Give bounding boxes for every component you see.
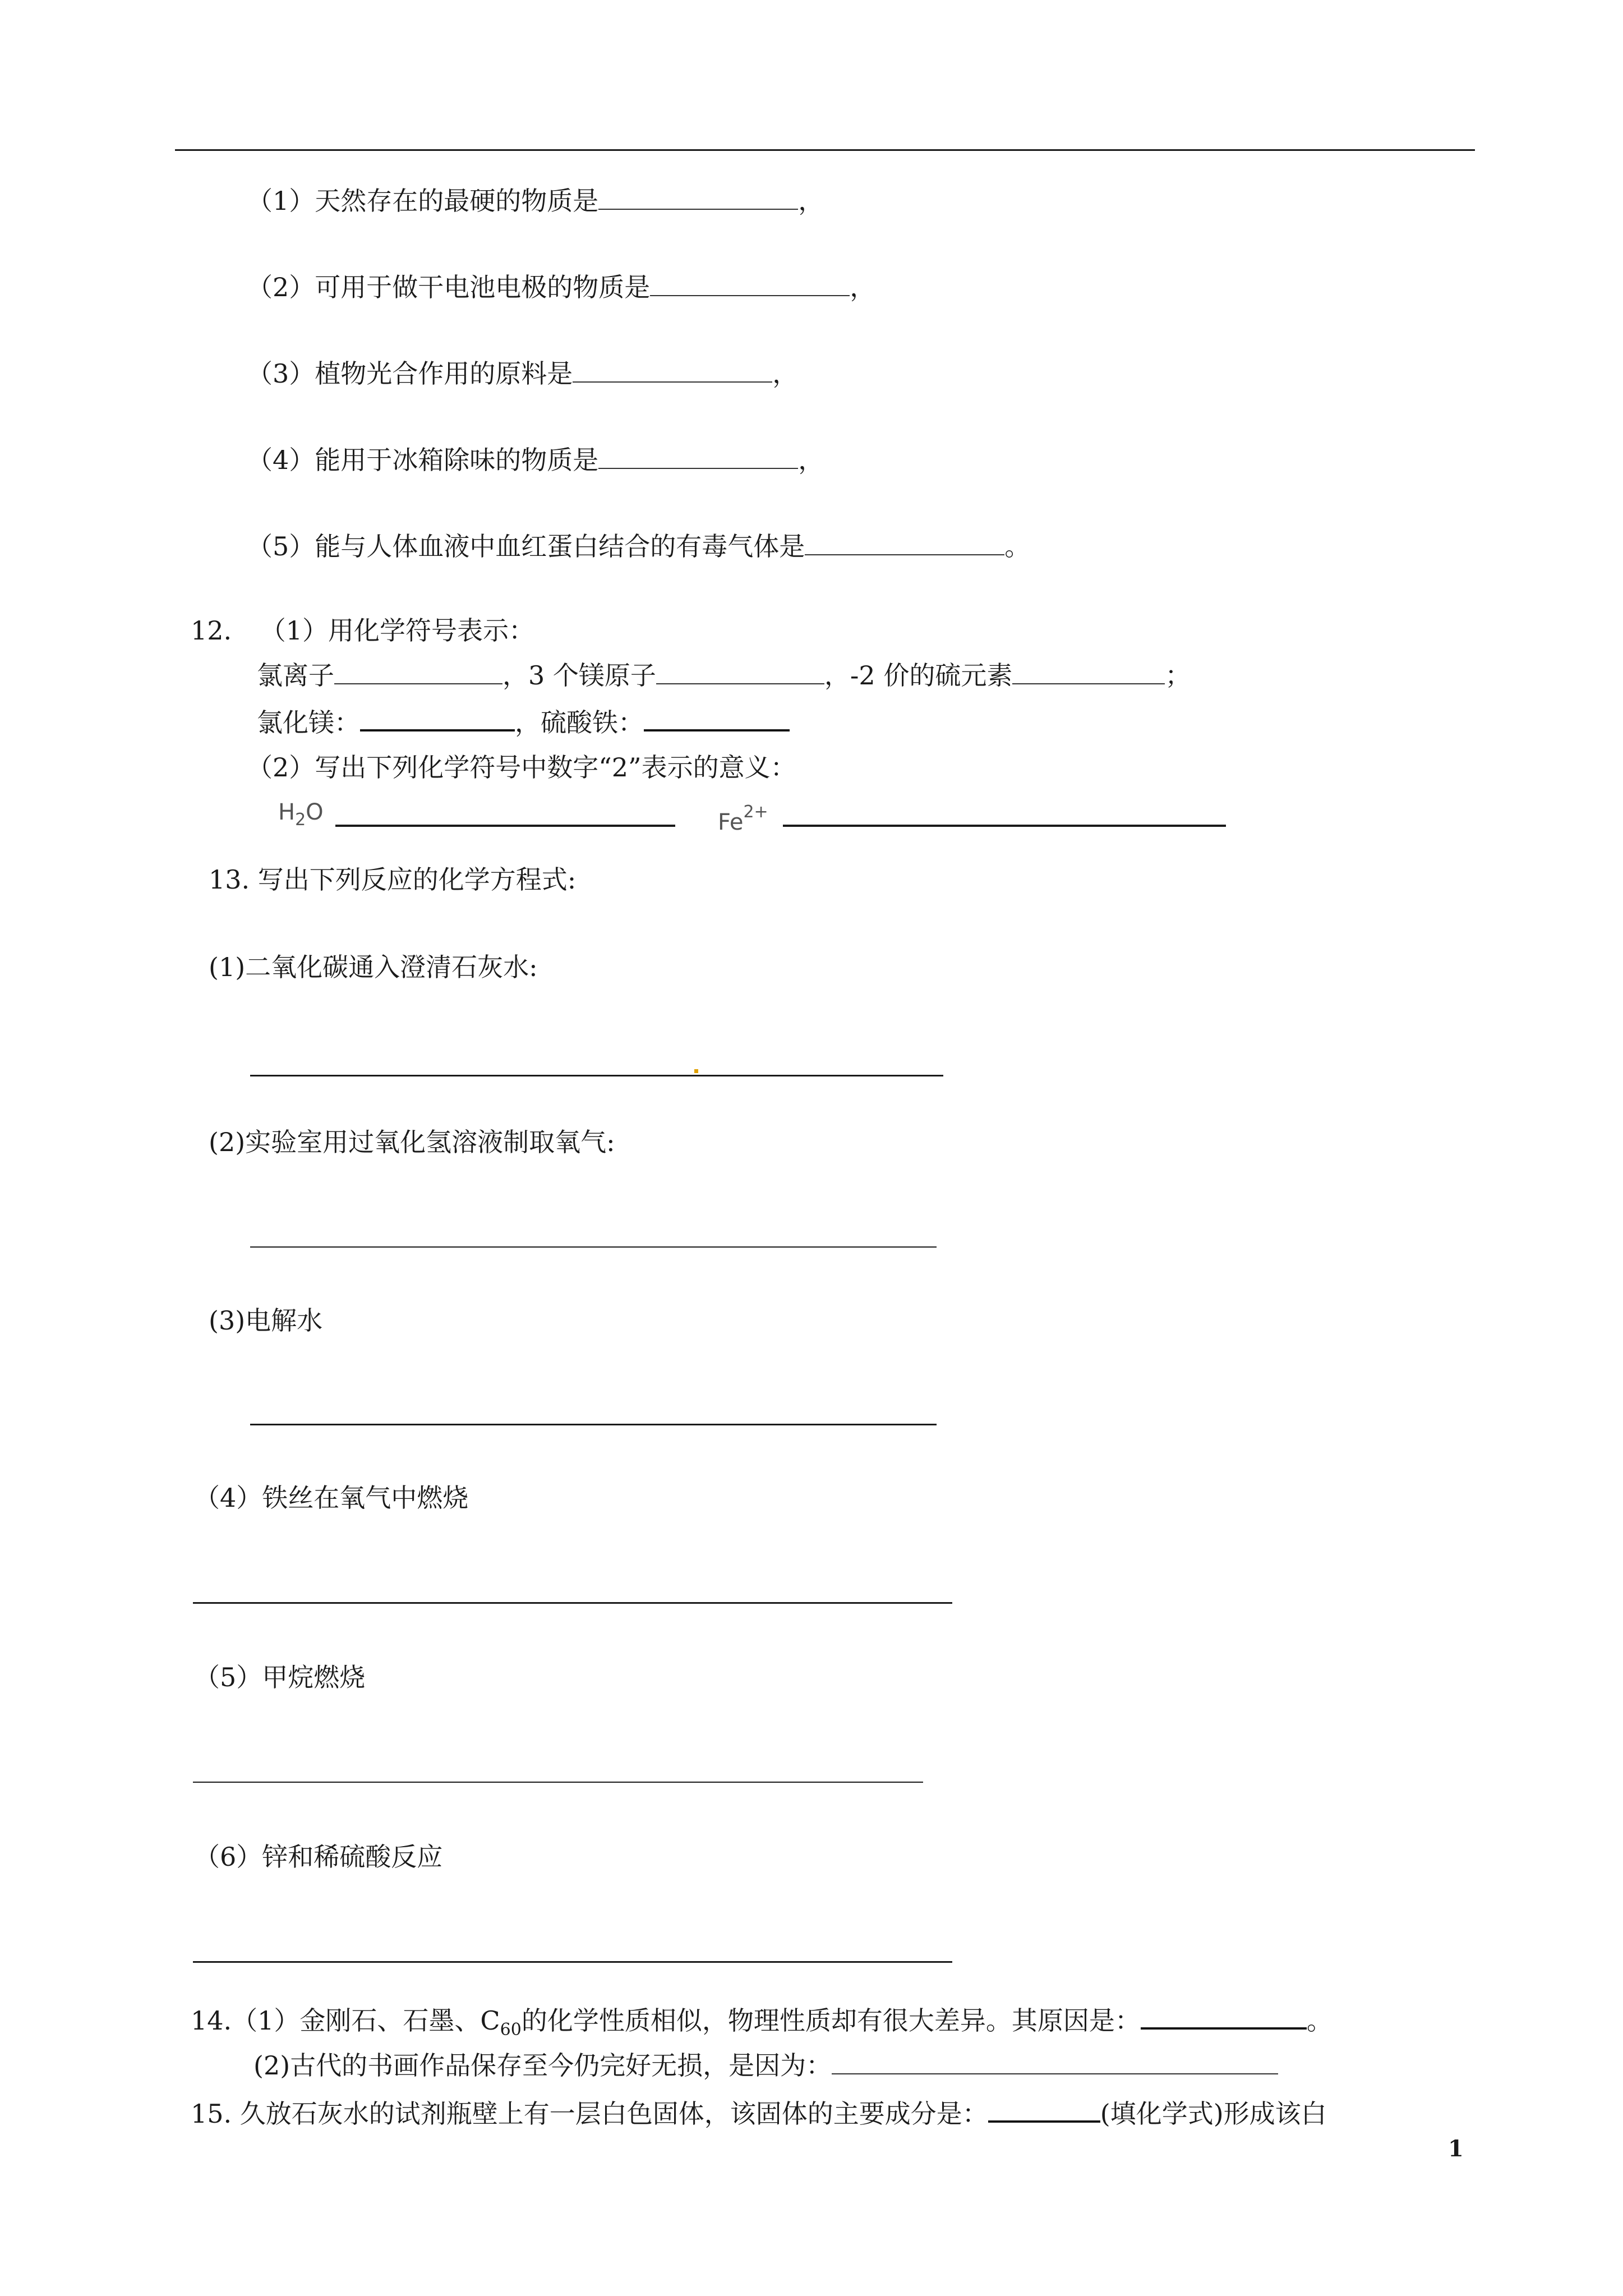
answer-line-5[interactable] — [193, 1782, 923, 1783]
header-rule — [175, 149, 1475, 151]
q12-h2o-label: $H_2O$ — [278, 799, 324, 830]
q12-header: 12. （1）用化学符号表示： — [191, 615, 535, 646]
q13-item-5: （5）甲烷燃烧 — [194, 1662, 366, 1692]
answer-line-4[interactable] — [193, 1602, 952, 1604]
page-number: 1 — [1448, 2136, 1464, 2162]
answer-line-h2o[interactable] — [335, 825, 675, 827]
q12-symbols-row1: 氯离子 ，3 个镁原子 ，-2 价的硫元素 ； — [257, 659, 1191, 692]
q12-fe-label: $Fe^{2+}$ — [718, 802, 768, 835]
answer-line-2[interactable] — [250, 1246, 937, 1248]
answer-blank[interactable] — [988, 2096, 1100, 2123]
q14-line-1: 14.（1）金刚石、石墨、$C_{60}$的化学性质相似，物理性质却有很大差异。其原因是： 。 — [191, 2003, 1332, 2047]
answer-blank[interactable] — [573, 357, 772, 383]
q14-line-2: (2)古代的书画作品保存至今仍完好无损，是因为： — [253, 2049, 1278, 2082]
answer-line-3[interactable] — [250, 1424, 937, 1425]
q13-item-3: (3)电解水 — [209, 1305, 323, 1336]
stray-mark — [694, 1069, 698, 1073]
q11-item-1: （1）天然存在的最硬的物质是 ， — [247, 184, 824, 218]
q11-item-4: （4）能用于冰箱除味的物质是 ， — [247, 443, 824, 477]
answer-blank[interactable] — [832, 2049, 1278, 2074]
answer-blank[interactable] — [656, 659, 824, 684]
q13-item-6: （6）锌和稀硫酸反应 — [194, 1842, 443, 1872]
q13-item-1: (1)二氧化碳通入澄清石灰水: — [209, 952, 538, 982]
answer-blank[interactable] — [598, 443, 798, 469]
answer-blank[interactable] — [644, 705, 790, 731]
answer-blank[interactable] — [360, 705, 515, 731]
q12-part2-title: （2）写出下列化学符号中数字“2”表示的意义： — [247, 752, 796, 783]
answer-blank[interactable] — [334, 659, 502, 684]
q13-item-4: （4）铁丝在氧气中燃烧 — [194, 1483, 469, 1513]
answer-line-1[interactable] — [250, 1075, 943, 1076]
q11-item-2: （2）可用于做干电池电极的物质是 ， — [247, 270, 875, 304]
answer-blank[interactable] — [805, 530, 1004, 555]
answer-line-6[interactable] — [193, 1961, 952, 1963]
q15-line: 15. 久放石灰水的试剂瓶壁上有一层白色固体，该固体的主要成分是： (填化学式)形成该白 — [191, 2096, 1327, 2131]
q11-item-5: （5）能与人体血液中血红蛋白结合的有毒气体是 。 — [247, 530, 1030, 563]
q13-title: 13. 写出下列反应的化学方程式: — [209, 864, 577, 895]
answer-blank[interactable] — [650, 270, 850, 296]
answer-line-fe[interactable] — [783, 825, 1226, 827]
answer-blank[interactable] — [1012, 659, 1165, 684]
q11-item-3: （3）植物光合作用的原料是 ， — [247, 357, 798, 390]
answer-blank[interactable] — [1141, 2003, 1307, 2030]
answer-blank[interactable] — [598, 184, 798, 210]
q13-item-2: (2)实验室用过氧化氢溶液制取氧气: — [209, 1127, 615, 1157]
q12-symbols-row2: 氯化镁： ，硫酸铁： — [257, 705, 790, 739]
